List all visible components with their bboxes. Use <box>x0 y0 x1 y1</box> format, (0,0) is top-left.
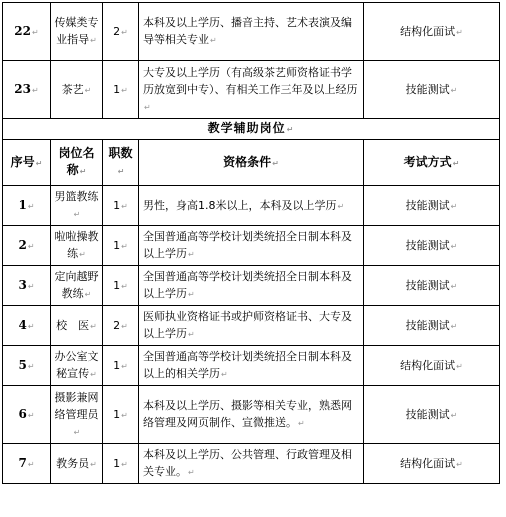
table-row <box>3 186 500 226</box>
count-cell: 1↵ <box>103 266 139 306</box>
exam-method-cell: 技能测试↵ <box>364 186 500 226</box>
header-requirements: 资格条件↵ <box>139 140 364 186</box>
count-cell: 1↵ <box>103 186 139 226</box>
post-name-cell: 办公室文秘宣传↵ <box>51 346 103 386</box>
count-cell: 2↵ <box>103 306 139 346</box>
row-number-cell: 2↵ <box>3 226 51 266</box>
table-row <box>3 444 500 484</box>
row-number-cell: 4↵ <box>3 306 51 346</box>
row-number-cell: 6↵ <box>3 386 51 444</box>
count-cell: 1↵ <box>103 444 139 484</box>
table-row <box>3 386 500 444</box>
exam-method-cell: 结构化面试↵ <box>364 444 500 484</box>
requirement-cell: 全国普通高等学校计划类统招全日制本科及以上学历↵ <box>139 226 364 266</box>
row-number-cell: 23↵ <box>3 61 51 119</box>
exam-method-cell: 技能测试↵ <box>364 266 500 306</box>
row-number-cell: 3↵ <box>3 266 51 306</box>
requirement-cell: 大专及以上学历（有高级茶艺师资格证书学历放宽到中专）、有相关工作三年及以上经历↵ <box>139 61 364 119</box>
exam-method-cell: 技能测试↵ <box>364 226 500 266</box>
count-cell: 1↵ <box>103 346 139 386</box>
row-number-cell: 1↵ <box>3 186 51 226</box>
requirement-cell: 全国普通高等学校计划类统招全日制本科及以上的相关学历↵ <box>139 346 364 386</box>
row-number-cell: 7↵ <box>3 444 51 484</box>
table-row <box>3 346 500 386</box>
post-name-cell: 教务员↵ <box>51 444 103 484</box>
row-number-cell: 5↵ <box>3 346 51 386</box>
post-name-cell: 传媒类专业指导↵ <box>51 3 103 61</box>
post-name-cell: 啦啦操教练↵ <box>51 226 103 266</box>
column-header-row <box>3 140 500 186</box>
post-name-cell: 校 医↵ <box>51 306 103 346</box>
exam-method-cell: 技能测试↵ <box>364 61 500 119</box>
requirement-cell: 本科及以上学历、摄影等相关专业，熟悉网络管理及网页制作、宣微推送。↵ <box>139 386 364 444</box>
count-cell: 1↵ <box>103 61 139 119</box>
table-row <box>3 266 500 306</box>
count-cell: 1↵ <box>103 386 139 444</box>
post-name-cell: 定向越野教练↵ <box>51 266 103 306</box>
exam-method-cell: 技能测试↵ <box>364 386 500 444</box>
requirement-cell: 医师执业资格证书或护师资格证书、大专及以上学历↵ <box>139 306 364 346</box>
post-name-cell: 茶艺↵ <box>51 61 103 119</box>
table-row <box>3 306 500 346</box>
table-row <box>3 61 500 119</box>
table-row <box>3 226 500 266</box>
requirement-cell: 本科及以上学历、公共管理、行政管理及相关专业。↵ <box>139 444 364 484</box>
header-post-name: 岗位名称↵ <box>51 140 103 186</box>
section-title: 教学辅助岗位↵ <box>3 119 500 140</box>
exam-method-cell: 结构化面试↵ <box>364 3 500 61</box>
post-name-cell: 摄影兼网络管理员↵ <box>51 386 103 444</box>
count-cell: 1↵ <box>103 226 139 266</box>
header-count: 职数↵ <box>103 140 139 186</box>
post-name-cell: 男篮教练↵ <box>51 186 103 226</box>
header-exam-method: 考试方式↵ <box>364 140 500 186</box>
count-cell: 2↵ <box>103 3 139 61</box>
requirement-cell: 全国普通高等学校计划类统招全日制本科及以上学历↵ <box>139 266 364 306</box>
exam-method-cell: 结构化面试↵ <box>364 346 500 386</box>
recruitment-table <box>2 2 500 484</box>
table-row <box>3 3 500 61</box>
requirement-cell: 男性，身高1.8米以上，本科及以上学历↵ <box>139 186 364 226</box>
exam-method-cell: 技能测试↵ <box>364 306 500 346</box>
section-header-row <box>3 119 500 140</box>
row-number-cell: 22↵ <box>3 3 51 61</box>
requirement-cell: 本科及以上学历、播音主持、艺术表演及编导等相关专业↵ <box>139 3 364 61</box>
header-number: 序号↵ <box>3 140 51 186</box>
